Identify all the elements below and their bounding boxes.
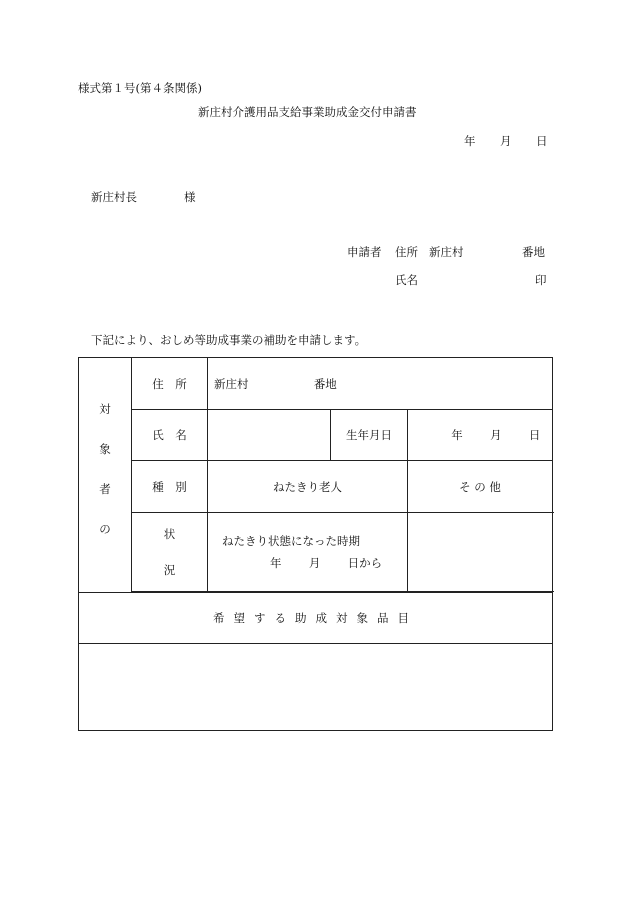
date-year: 年 <box>464 134 476 148</box>
address-banchi: 番地 <box>313 376 337 391</box>
type-other[interactable]: そ の 他 <box>408 461 553 513</box>
desired-items-value[interactable] <box>79 644 553 731</box>
status-text: ねたきり状態になった時期 <box>222 534 360 548</box>
address-label: 住 所 <box>132 358 208 410</box>
birth-day: 日 <box>528 428 541 442</box>
applicant-address-village: 新庄村 <box>429 245 464 259</box>
address-village: 新庄村 <box>214 376 249 391</box>
status-month: 月 <box>308 556 321 570</box>
status-from: 日から <box>347 556 383 570</box>
form-number: 様式第１号(第４条関係) <box>78 81 202 95</box>
applicant-address-label: 住所 <box>395 245 418 259</box>
applicant-seal: 印 <box>535 273 547 287</box>
name-label: 氏 名 <box>132 410 208 461</box>
desired-items-label: 希望する助成対象品目 <box>79 593 553 644</box>
status-bedridden-period[interactable] <box>208 513 408 592</box>
status-other[interactable] <box>408 513 553 592</box>
birth-label: 生年月日 <box>331 410 408 461</box>
addressee-name: 新庄村長 <box>91 190 137 204</box>
side-char-1: 対 <box>99 402 111 416</box>
status-label-1: 状 <box>163 527 176 541</box>
subject-side-label <box>79 358 132 593</box>
status-label <box>132 513 208 592</box>
status-year: 年 <box>270 556 282 570</box>
intro-text: 下記により、おしめ等助成事業の補助を申請します。 <box>91 333 367 347</box>
date-month: 月 <box>500 134 512 148</box>
type-label: 種 別 <box>132 461 208 513</box>
name-value[interactable] <box>208 410 331 461</box>
document-title: 新庄村介護用品支給事業助成金交付申請書 <box>198 105 417 119</box>
address-value[interactable] <box>208 358 553 410</box>
applicant-address-banchi: 番地 <box>522 245 545 259</box>
birth-year: 年 <box>451 428 463 442</box>
applicant-label: 申請者 <box>347 245 382 259</box>
side-char-3: 者 <box>99 482 111 496</box>
side-char-2: 象 <box>99 442 111 456</box>
applicant-name-label: 氏名 <box>395 273 418 287</box>
status-label-2: 況 <box>163 563 176 577</box>
birth-month: 月 <box>490 428 502 442</box>
addressee-honorific: 様 <box>184 190 196 204</box>
subject-info-table <box>78 357 553 731</box>
date-day: 日 <box>536 134 548 148</box>
birth-value[interactable] <box>408 410 553 461</box>
type-bedridden[interactable]: ねたきり老人 <box>208 461 408 513</box>
side-char-4: の <box>99 522 111 536</box>
